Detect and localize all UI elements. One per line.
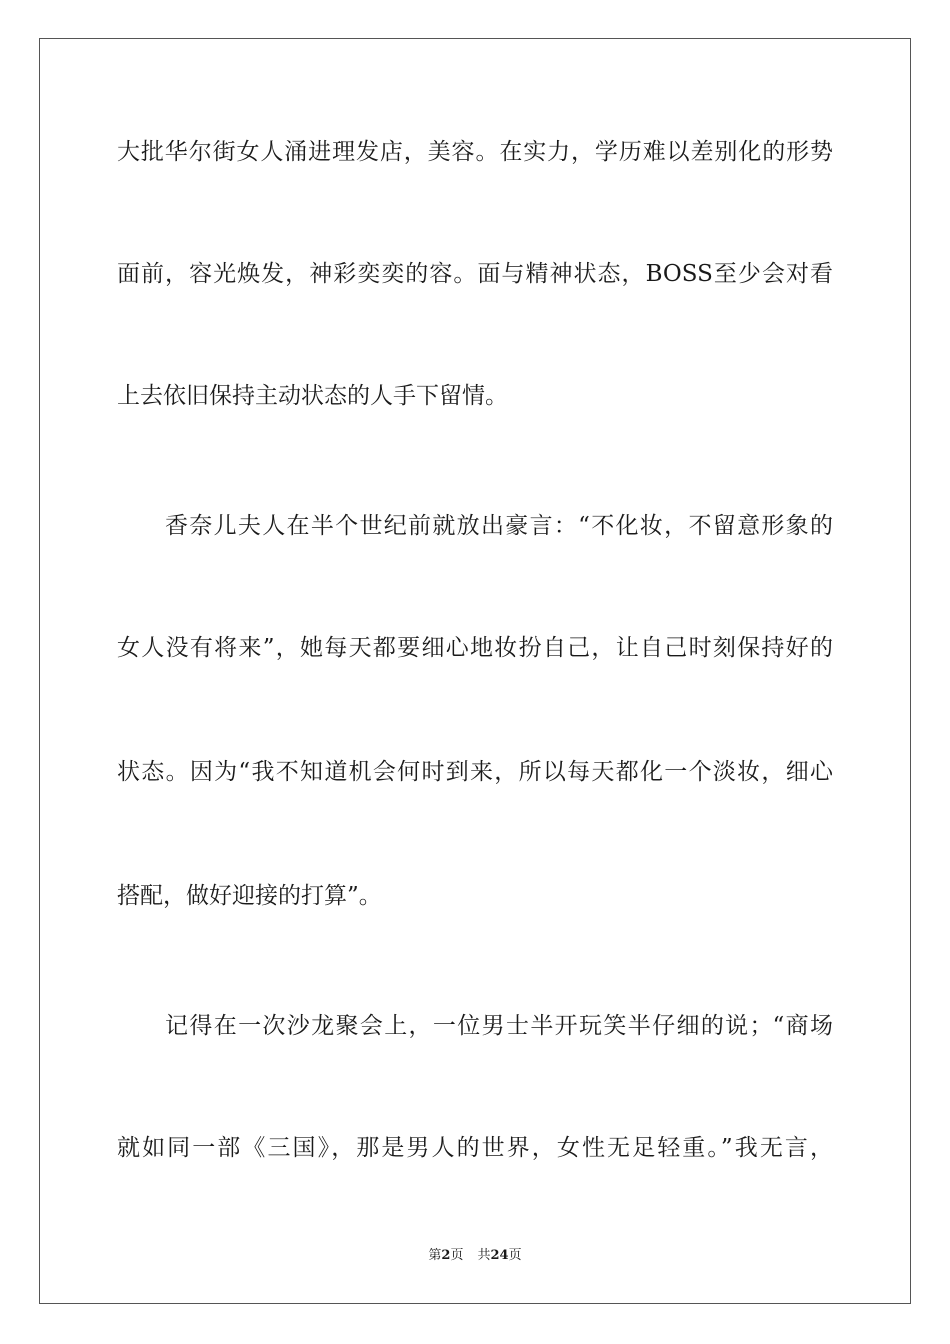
text-line-6: 状态。因为“我不知道机会何时到来，所以每天都化一个淡妆，细心 bbox=[117, 759, 833, 785]
text-line-9: 就如同一部《三国》，那是男人的世界，女性无足轻重。”我无言， bbox=[117, 1135, 833, 1161]
text-line-1: 大批华尔街女人涌进理发店，美容。在实力，学历难以差别化的形势 bbox=[117, 139, 833, 165]
text-line-2: 面前，容光焕发，神彩奕奕的容。面与精神状态，BOSS至少会对看 bbox=[117, 261, 833, 287]
footer-page-number: 2 bbox=[441, 1248, 451, 1263]
footer-page-suffix: 页 bbox=[450, 1248, 464, 1263]
text-line-7: 搭配，做好迎接的打算”。 bbox=[117, 883, 382, 909]
footer-total-prefix: 共 bbox=[477, 1248, 491, 1263]
page-footer bbox=[0, 1247, 950, 1265]
text-line-5: 女人没有将来”，她每天都要细心地妆扮自己，让自己时刻保持好的 bbox=[117, 635, 833, 661]
text-line-8: 记得在一次沙龙聚会上，一位男士半开玩笑半仔细的说；“商场 bbox=[165, 1013, 833, 1039]
footer-page-prefix: 第 bbox=[428, 1248, 442, 1263]
page-border bbox=[39, 38, 911, 1304]
text-line-4: 香奈儿夫人在半个世纪前就放出豪言：“不化妆，不留意形象的 bbox=[165, 513, 833, 539]
text-line-3: 上去依旧保持主动状态的人手下留情。 bbox=[117, 383, 508, 409]
footer-total-suffix: 页 bbox=[508, 1248, 522, 1263]
footer-total-number: 24 bbox=[490, 1248, 509, 1263]
